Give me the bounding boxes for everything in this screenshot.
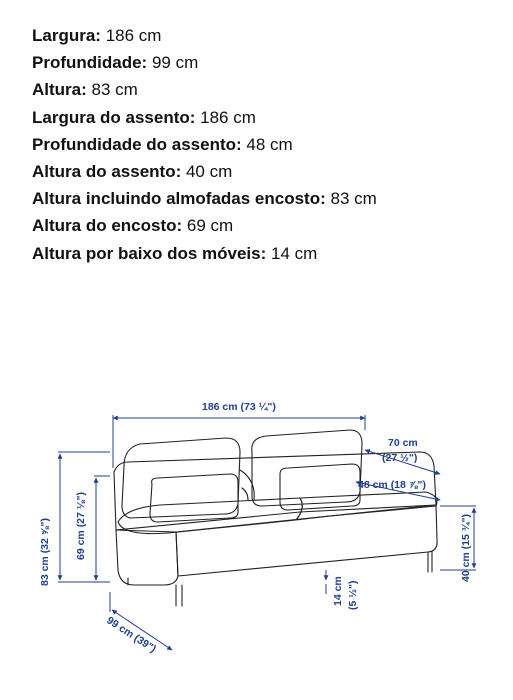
spec-backrest-height bbox=[32, 212, 377, 239]
dim-total-height-label: 83 cm (32 ⅝") bbox=[39, 517, 51, 586]
spec-under-furniture-height bbox=[32, 240, 377, 267]
spec-value: 48 cm bbox=[241, 134, 293, 154]
spec-width bbox=[32, 22, 377, 49]
spec-label: Largura do assento: bbox=[32, 107, 196, 127]
sofa-base-top bbox=[116, 505, 436, 530]
spec-label: Altura do assento: bbox=[32, 162, 182, 182]
spec-height bbox=[32, 76, 377, 103]
spec-label: Altura incluindo almofadas encosto: bbox=[32, 189, 326, 209]
spec-seat-width bbox=[32, 104, 377, 131]
dim-width-label: 186 cm (73 ¼") bbox=[202, 401, 276, 413]
dim-depth-label-line1: 70 cm bbox=[388, 437, 418, 449]
spec-seat-height bbox=[32, 158, 377, 185]
back-cushion-right bbox=[252, 430, 362, 506]
dim-under-height-label-line1: 14 cm bbox=[332, 576, 344, 606]
sofa-base-front bbox=[116, 530, 178, 585]
spec-label: Altura por baixo dos móveis: bbox=[32, 243, 267, 263]
dim-footprint-depth-label: 99 cm (39") bbox=[104, 614, 159, 656]
sofa-dimension-diagram bbox=[0, 380, 513, 680]
spec-value: 186 cm bbox=[100, 26, 162, 45]
dim-depth-label-line2: (27 ½") bbox=[382, 452, 418, 464]
spec-depth bbox=[32, 49, 377, 76]
spec-label: Profundidade: bbox=[32, 53, 148, 73]
spec-label: Altura do encosto: bbox=[32, 216, 183, 236]
spec-label: Altura: bbox=[32, 80, 87, 100]
sofa-base-side bbox=[176, 505, 437, 576]
dimension-lines bbox=[58, 415, 476, 650]
spec-height-incl-cushions bbox=[32, 185, 377, 212]
product-dimensions-list bbox=[32, 22, 377, 267]
spec-value: 83 cm bbox=[325, 189, 377, 209]
spec-value: 69 cm bbox=[182, 216, 234, 236]
spec-value: 40 cm bbox=[181, 162, 233, 182]
spec-value: 14 cm bbox=[266, 243, 318, 263]
dim-under-height-label-line2: (5 ½") bbox=[347, 580, 359, 610]
spec-value: 186 cm bbox=[195, 107, 256, 127]
spec-label: Profundidade do assento: bbox=[32, 134, 242, 154]
spec-label: Largura: bbox=[32, 26, 101, 45]
back-cushion-left bbox=[122, 438, 240, 518]
dim-seat-depth-label: 48 cm (18 ⅞") bbox=[358, 479, 427, 491]
spec-seat-depth bbox=[32, 131, 377, 158]
spec-value: 99 cm bbox=[147, 53, 199, 73]
dim-back-height-label: 69 cm (27 ⅛") bbox=[75, 491, 87, 560]
seat-cushion-left bbox=[118, 498, 302, 534]
dim-seat-height-label: 40 cm (15 ¾") bbox=[460, 513, 472, 582]
spec-value: 83 cm bbox=[86, 80, 138, 100]
